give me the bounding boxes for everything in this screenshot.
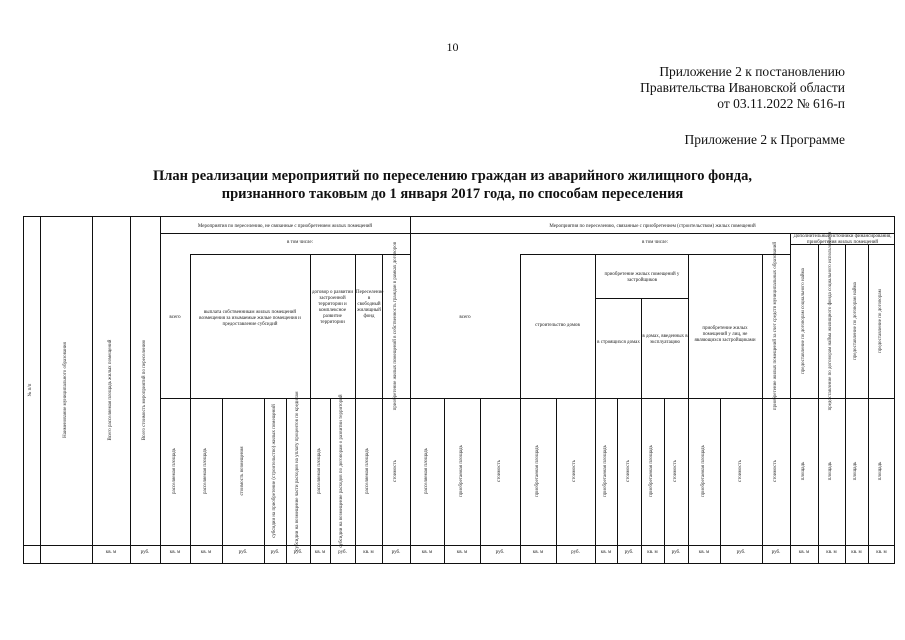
col-header-extra-5: предоставление по договорам xyxy=(878,289,883,353)
col-header-extra-4: предоставление по договорам найма xyxy=(853,282,858,360)
table-line xyxy=(688,254,689,564)
sub-header: субсидии на возмещение расходов по договорам о развитии территорий xyxy=(339,394,344,548)
decree-appendix-line-1: Приложение 2 к постановлению xyxy=(659,64,845,79)
table-line xyxy=(790,233,791,564)
unit-cell: руб. xyxy=(391,550,401,555)
unit-cell: кв. м xyxy=(456,550,468,555)
sub-header: расселяемая площадь xyxy=(365,448,370,494)
table-line xyxy=(264,398,265,564)
unit-cell: кв. м xyxy=(532,550,544,555)
resettlement-plan-table xyxy=(23,216,895,564)
col-header-extra-1: приобретение жилых помещений за счет средств муниципальных образований xyxy=(773,241,778,411)
table-line xyxy=(595,254,596,564)
unit-cell: руб. xyxy=(671,550,681,555)
decree-appendix-line-3: от 03.11.2022 № 616-п xyxy=(717,96,845,111)
col-header-compensation: выплата собственникам жилых помещений возмещения за изымаемые жилые помещения и предоставление субсидий xyxy=(199,310,301,327)
col-header-extra-2: предоставление по договорам социального найма xyxy=(801,268,806,374)
col-header-municipality: Наименование муниципального образования xyxy=(63,342,68,438)
col-header-number: № п/п xyxy=(28,383,33,397)
unit-cell: кв. м xyxy=(105,550,117,555)
col-header-buy-not-developers: приобретение жилых помещений у лиц, не являющихся застройщиками xyxy=(694,326,756,343)
col-header-total-cost: Всего стоимость мероприятий по переселению xyxy=(142,339,147,441)
sub-header: стоимость xyxy=(626,460,631,482)
program-appendix-header: Приложение 2 к Программе xyxy=(684,132,845,147)
sub-header: стоимость xyxy=(738,460,743,482)
unit-cell: руб. xyxy=(238,550,248,555)
sub-header: субсидии на возмещение части расходов на уплату процентов по кредитам xyxy=(295,391,300,551)
unit-cell: кв. м xyxy=(363,550,374,555)
unit-cell: кв. м xyxy=(169,550,181,555)
unit-cell: кв. м xyxy=(421,550,433,555)
group-header-construction: Мероприятия по переселению, связанные с приобретением (строительством) жилых помещений xyxy=(549,224,756,229)
table-line xyxy=(480,398,481,564)
unit-cell: кв. м xyxy=(200,550,212,555)
table-line xyxy=(160,233,895,234)
col-header-build-houses: строительство домов xyxy=(535,323,580,328)
table-line xyxy=(664,398,665,564)
sub-header: расселяемая площадь xyxy=(424,448,429,494)
sub-header: стоимость xyxy=(497,460,502,482)
unit-cell: руб. xyxy=(624,550,634,555)
table-line xyxy=(160,398,895,399)
sub-header: площадь xyxy=(828,461,833,481)
table-line xyxy=(410,216,411,564)
sub-header: расселяемая площадь xyxy=(172,448,177,494)
table-line xyxy=(40,216,41,564)
col-header-extra-3: предоставление по договорам найма жилищного фонда социального использования xyxy=(828,231,833,411)
table-line xyxy=(845,244,846,564)
unit-cell: руб. xyxy=(338,550,347,555)
unit-cell: руб. xyxy=(270,550,280,555)
sub-header: площадь xyxy=(853,461,858,481)
sub-header: приобретаемая площадь xyxy=(649,445,654,497)
table-line xyxy=(444,398,445,564)
sub-header: приобретаемая площадь xyxy=(701,445,706,497)
sub-header: приобретаемая площадь xyxy=(459,445,464,497)
unit-cell: руб. xyxy=(293,550,303,555)
sub-header: приобретаемая площадь xyxy=(535,445,540,497)
table-line xyxy=(556,398,557,564)
col-header-buy-from-developers: приобретение жилых помещений у застройщиков xyxy=(604,272,680,283)
sub-header: стоимость xyxy=(393,460,398,482)
table-line xyxy=(617,398,618,564)
table-line xyxy=(818,244,819,564)
unit-cell: кв. м xyxy=(647,550,658,555)
col-header-total-2: всего xyxy=(459,315,471,320)
unit-cell: руб. xyxy=(495,550,505,555)
table-line xyxy=(382,254,383,564)
col-header-resettle: Переселение в свободный жилищный фонд xyxy=(356,290,384,319)
table-line xyxy=(520,254,521,564)
col-header-total: всего xyxy=(169,315,181,320)
table-line xyxy=(92,216,93,564)
table-line xyxy=(286,398,287,564)
col-header-total-area: Всего расселяемая площадь жилых помещений xyxy=(108,339,113,441)
page-number: 10 xyxy=(446,40,459,54)
table-line xyxy=(130,216,131,564)
unit-cell: кв. м xyxy=(826,550,837,555)
decree-appendix-header xyxy=(640,64,845,112)
sub-header: стоимость возмещения xyxy=(240,446,245,496)
table-line xyxy=(520,254,790,255)
col-header-dogovor: договор о развитии застроенной территории и комплексное развитие территории xyxy=(311,290,354,325)
sub-header: расселяемая площадь xyxy=(203,448,208,494)
group-header-purchase-incl: в том числе: xyxy=(286,240,314,245)
col-header-private: приобретение жилых помещений в собственность граждан в рамках договоров xyxy=(393,241,398,411)
unit-cell: руб. xyxy=(736,550,746,555)
sub-header: приобретаемая площадь xyxy=(603,445,608,497)
col-header-in-built: в строящихся домах xyxy=(597,340,640,345)
sub-header: расселяемая площадь xyxy=(317,448,322,494)
unit-cell: кв. м xyxy=(600,550,612,555)
unit-cell: кв. м xyxy=(314,550,326,555)
sub-header: стоимость xyxy=(773,460,778,482)
table-line xyxy=(160,216,161,564)
unit-cell: кв. м xyxy=(876,550,887,555)
table-line xyxy=(190,254,410,255)
table-line xyxy=(330,398,331,564)
unit-cell: руб. xyxy=(571,550,580,555)
sub-header: субсидии на приобретение (строительство) жилых помещений xyxy=(272,404,277,538)
decree-appendix-line-2: Правительства Ивановской области xyxy=(640,80,845,95)
sub-header: площадь xyxy=(801,461,806,481)
col-header-in-completed: в домах, введенных в эксплуатацию xyxy=(642,334,688,345)
table-line xyxy=(868,244,869,564)
document-title xyxy=(0,167,905,203)
unit-cell: руб. xyxy=(771,550,781,555)
sub-header: площадь xyxy=(878,461,883,481)
sub-header: стоимость xyxy=(572,460,577,482)
group-header-extra: Дополнительные источники финансирования, приобретения жилых помещений xyxy=(793,234,892,245)
unit-cell: кв. м xyxy=(798,550,810,555)
table-line xyxy=(190,254,191,564)
unit-cell: руб. xyxy=(140,550,150,555)
unit-cell: кв. м xyxy=(851,550,862,555)
title-line-2: признанного таковым до 1 января 2017 года, по способам переселения xyxy=(221,186,684,202)
title-line-1: План реализации мероприятий по переселению граждан из аварийного жилищного фонда, xyxy=(153,168,752,184)
group-header-construction-incl: в том числе: xyxy=(641,240,669,245)
table-line xyxy=(720,398,721,564)
sub-header: стоимость xyxy=(673,460,678,482)
table-line xyxy=(23,545,895,546)
group-header-purchase: Мероприятия по переселению, не связанные с приобретением жилых помещений xyxy=(197,224,373,229)
table-line xyxy=(762,254,763,564)
table-line xyxy=(222,398,223,564)
unit-cell: кв. м xyxy=(698,550,710,555)
